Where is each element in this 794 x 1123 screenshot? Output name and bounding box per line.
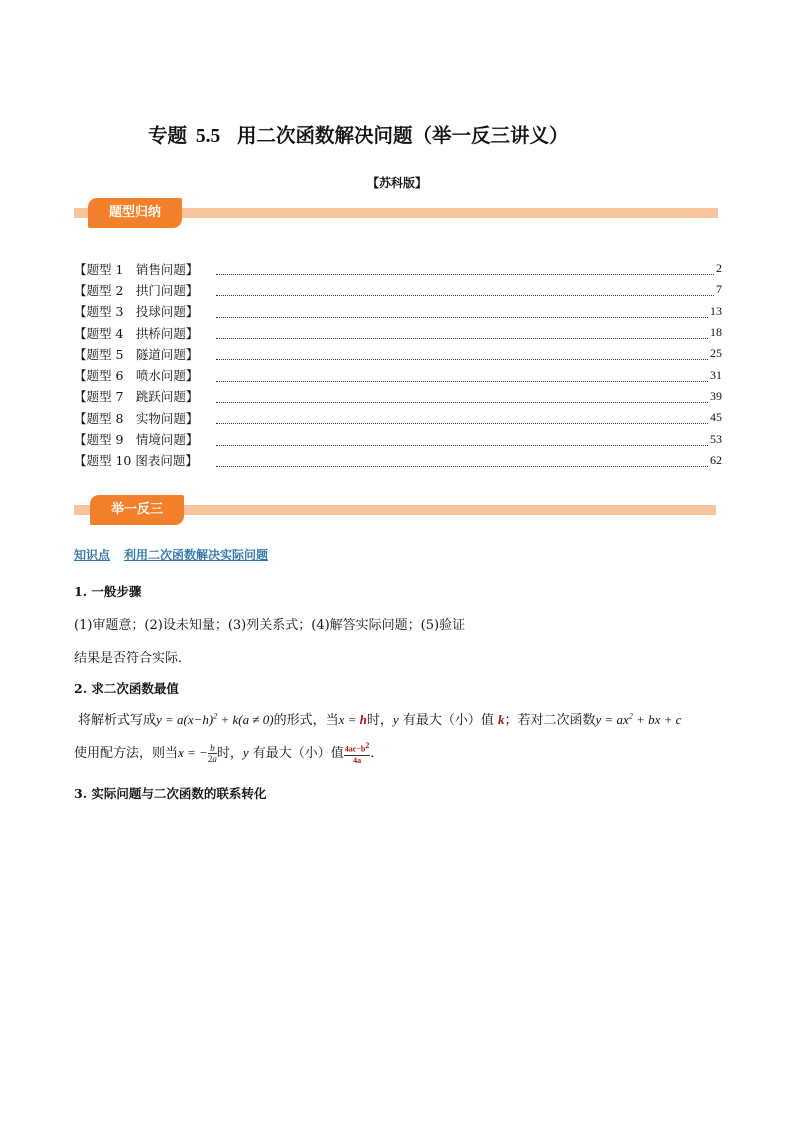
toc-item[interactable] [74,301,722,322]
steps-line-2: 结果是否符合实际． [74,651,192,666]
toc-item[interactable] [74,258,722,279]
toc-item-label: 【题型 4 拱桥问题】 [74,325,199,341]
knowledge-title: 利用二次函数解决实际问题 [124,548,269,562]
toc-item-label: 【题型 1 销售问题】 [74,261,199,277]
toc-leader-dots [216,390,708,403]
page-title [148,120,569,148]
toc-leader-dots [216,326,708,339]
knowledge-point-heading [74,546,268,563]
vertex-form-paragraph: 将解析式写成$y = a(x-h)^2 + k(a \ne 0)$的形式，当x = h时，y 有最大（小）值 k；若对二次函数$y = ax^2$ + bx + c [78,711,682,728]
completing-square-paragraph: 使用配方法，则当x = − $\frac{b}{2a}$ 时，y 有最大（小）值 $\frac{4ac-b^2}{4a}$ ． [74,741,384,765]
toc-item-label: 【题型 9 情境问题】 [74,432,199,448]
vertex-form-formula: $y = a(x-h)^2 + k(a \ne 0)$ [156,711,274,727]
toc-leader-dots [216,433,708,446]
heading-practical-conversion: 3. 实际问题与二次函数的联系转化 [74,786,267,801]
axis-fraction: $\frac{b}{2a}$ [207,742,217,764]
toc-item-page: 13 [710,303,722,318]
toc-item[interactable] [74,450,722,471]
table-of-contents [74,258,722,471]
toc-item[interactable] [74,407,722,428]
toc-leader-dots [216,411,708,424]
toc-leader-dots [216,347,708,360]
toc-item[interactable] [74,343,722,364]
toc-leader-dots [216,283,714,296]
toc-item-label: 【题型 2 拱门问题】 [74,282,199,298]
toc-leader-dots [216,305,708,318]
heading-extreme-value: 2. 求二次函数最值 [74,681,179,696]
toc-item-page: 18 [710,325,722,340]
standard-form-formula: $y = ax^2$ + bx + c [595,711,682,727]
toc-item[interactable] [74,428,722,449]
toc-leader-dots [216,262,714,275]
toc-item-page: 53 [710,431,722,446]
title-prefix: 专题 [148,124,188,147]
max-value-fraction: $\frac{4ac-b^2}{4a}$ [344,741,370,765]
toc-item[interactable] [74,279,722,300]
toc-item-page: 62 [710,452,722,467]
toc-item-label: 【题型 10 图表问题】 [74,453,198,469]
toc-item-label: 【题型 8 实物问题】 [74,410,199,426]
toc-item-page: 7 [716,282,722,297]
toc-item-page: 39 [710,388,722,403]
toc-item-label: 【题型 6 喷水问题】 [74,368,199,384]
toc-item-page: 25 [710,346,722,361]
knowledge-tag: 知识点 [74,548,111,562]
section-tab-examples: 举一反三 [90,495,184,525]
title-number: 5.5 [195,126,221,147]
toc-item[interactable] [74,364,722,385]
section-tab-summary: 题型归纳 [88,198,182,228]
toc-item-label: 【题型 7 跳跃问题】 [74,389,199,405]
toc-item-page: 45 [710,410,722,425]
toc-item[interactable] [74,386,722,407]
toc-item-label: 【题型 3 投球问题】 [74,304,199,320]
steps-line-1: (1)审题意；(2)设未知量；(3)列关系式；(4)解答实际问题；(5)验证 [74,618,466,633]
toc-item-page: 31 [710,367,722,382]
toc-item-label: 【题型 5 隧道问题】 [74,346,199,362]
toc-leader-dots [216,369,708,382]
edition-label: 【苏科版】 [366,176,427,190]
toc-item-page: 2 [716,261,722,276]
title-text: 用二次函数解决问题（举一反三讲义） [236,124,569,147]
toc-leader-dots [216,454,708,467]
toc-item[interactable] [74,322,722,343]
heading-general-steps: 1. 一般步骤 [74,584,142,599]
